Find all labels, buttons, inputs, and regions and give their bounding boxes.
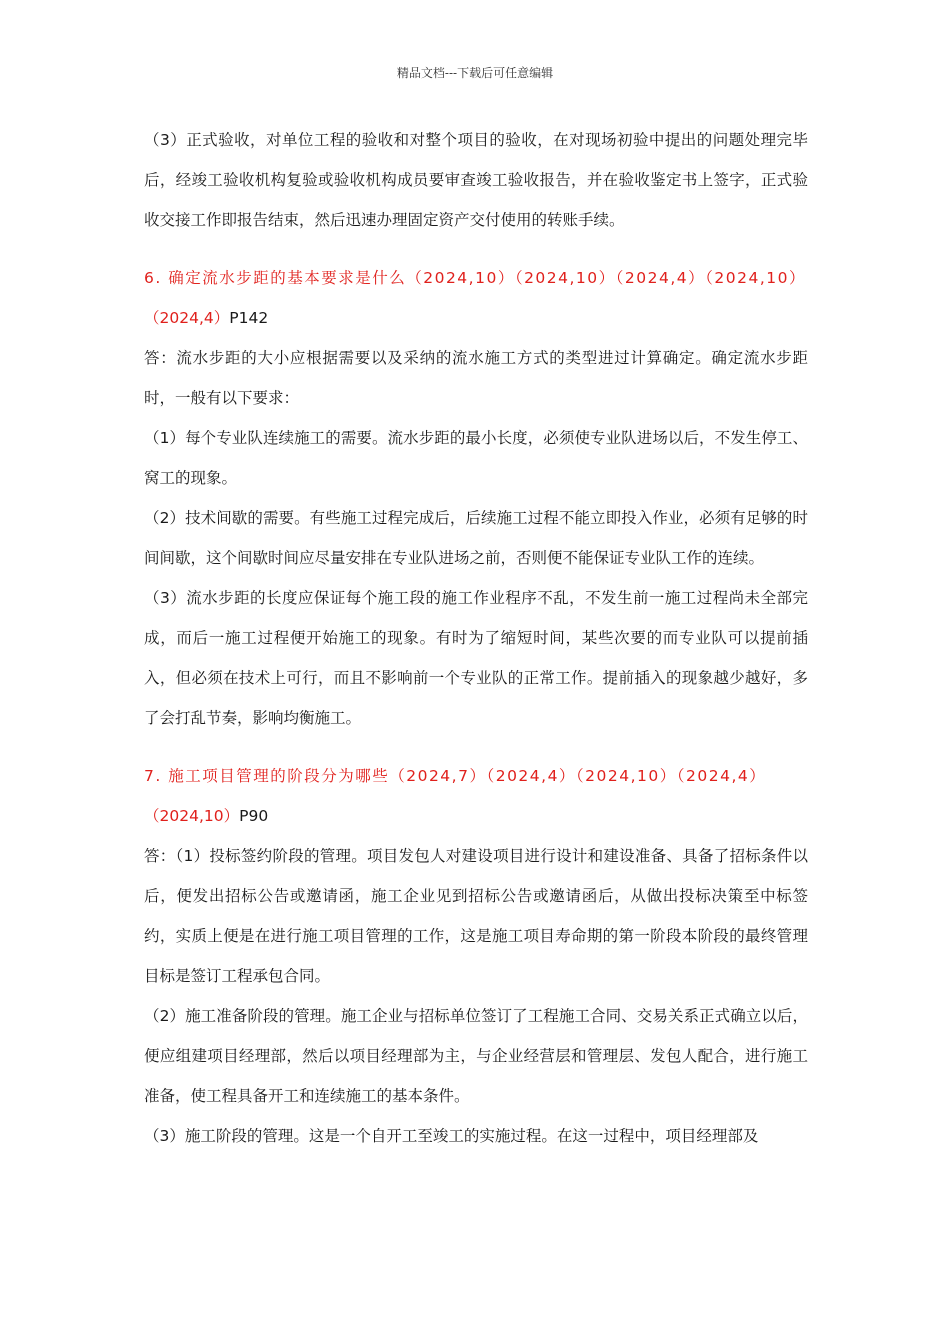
question-7-page-ref: P90 (239, 807, 269, 825)
question-6-title: 6. 确定流水步距的基本要求是什么（2024,10）（2024,10）（2024,4）（2024,10） (144, 269, 806, 287)
question-7-title: 7. 施工项目管理的阶段分为哪些（2024,7）（2024,4）（2024,10）（2024,4） (144, 767, 767, 785)
question-6-year-ref: （2024,4） (144, 309, 230, 327)
question-7-reference (144, 796, 808, 836)
answer-paragraph: （3）流水步距的长度应保证每个施工段的施工作业程序不乱，不发生前一施工过程尚未全部完成，而后一施工过程便开始施工的现象。有时为了缩短时间，某些次要的而专业队可以提前插入，但必须在技术上可行，而且不影响前一个专业队的正常工作。提前插入的现象越少越好，多了会打乱节奏，影响均衡施工。 (144, 589, 808, 727)
answer-paragraph: 答：（1）投标签约阶段的管理。项目发包人对建设项目进行设计和建设准备、具备了招标条件以后，便发出招标公告或邀请函，施工企业见到招标公告或邀请函后，从做出投标决策至中标签约，实质上便是在进行施工项目管理的工作，这是施工项目寿命期的第一阶段本阶段的最终管理目标是签订工程承包合同。 (144, 847, 808, 985)
document-body (144, 120, 808, 1156)
answer-paragraph: （2）技术间歇的需要。有些施工过程完成后，后续施工过程不能立即投入作业，必须有足够的时间间歇，这个间歇时间应尽量安排在专业队进场之前，否则便不能保证专业队工作的连续。 (144, 509, 808, 567)
question-6-reference (144, 298, 808, 338)
answer-paragraph: （2）施工准备阶段的管理。施工企业与招标单位签订了工程施工合同、交易关系正式确立以后，便应组建项目经理部，然后以项目经理部为主，与企业经营层和管理层、发包人配合，进行施工准备，使工程具备开工和连续施工的基本条件。 (144, 1007, 808, 1105)
answer-paragraph: 答：流水步距的大小应根据需要以及采纳的流水施工方式的类型进过计算确定。确定流水步距时，一般有以下要求： (144, 349, 808, 407)
answer-paragraph: （1）每个专业队连续施工的需要。流水步距的最小长度，必须使专业队进场以后，不发生停工、窝工的现象。 (144, 429, 808, 487)
question-7 (144, 756, 808, 1156)
page-header: 精品文档---下载后可任意编辑 (396, 66, 554, 80)
question-7-year-ref: （2024,10） (144, 807, 240, 825)
intro-paragraph: （3）正式验收，对单位工程的验收和对整个项目的验收，在对现场初验中提出的问题处理完毕后，经竣工验收机构复验或验收机构成员要审查竣工验收报告，并在验收鉴定书上签字，正式验收交接工作即报告结束，然后迅速办理固定资产交付使用的转账手续。 (144, 131, 808, 229)
answer-paragraph: （3）施工阶段的管理。这是一个自开工至竣工的实施过程。在这一过程中，项目经理部及 (144, 1127, 759, 1145)
question-6 (144, 258, 808, 738)
question-6-page-ref: P142 (229, 309, 269, 327)
